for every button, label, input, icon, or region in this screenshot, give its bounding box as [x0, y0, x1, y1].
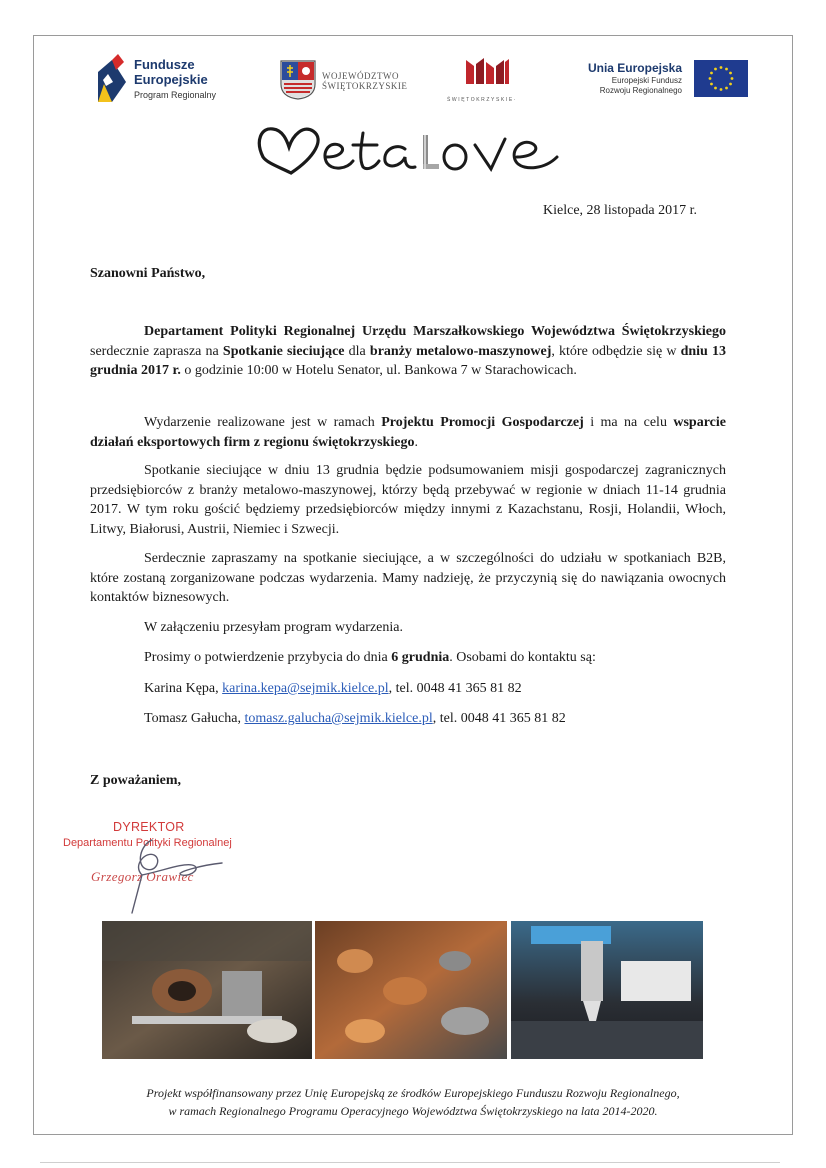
contact-row — [144, 681, 522, 697]
p3-text: Spotkanie sieciujące w dniu 13 grudnia będzie podsumowaniem misji gospodarczej zagranicznych przedsiębiorców z branży metalowo-maszynowej, którzy będą przebywać w regionie w dniach 11-14 grudnia 2017. W tym roku gościć będziemy przedsiębiorców między innymi z Kazachstanu, Rosji, Holandii, Włoch, Litwy, Białorusi, Austrii, Niemiec i Szwecji. — [90, 463, 726, 537]
p2-bold-goal: wsparcie działań eksportowych firm z regionu świętokrzyskiego — [90, 415, 726, 450]
l2-bold-deadline: 6 grudnia — [391, 650, 450, 665]
p1-text-3: , które odbędzie się w — [551, 343, 681, 359]
p1-bold-date: dniu 13 grudnia 2017 r. — [90, 343, 726, 378]
eu-star-icon — [729, 72, 732, 75]
wojewodztwo-crest-icon — [280, 60, 316, 100]
confirmation-line — [144, 650, 596, 666]
eu-star-icon — [731, 77, 734, 80]
p1-text-2: dla — [344, 343, 370, 359]
footer-line1: Projekt współfinansowany przez Unię Europejską ze środków Europejskiego Funduszu Rozwoju Regionalnego, — [146, 1086, 680, 1100]
footer-cofinancing-note — [60, 1084, 766, 1120]
eu-star-icon — [709, 77, 712, 80]
attachment-line: W załączeniu przesyłam program wydarzenia. — [144, 620, 403, 635]
eu-star-icon — [710, 83, 713, 86]
photo-cnc-machine — [511, 921, 703, 1059]
contact-name: Karina Kępa, — [144, 681, 223, 696]
swietokrzyskie-brand-icon — [464, 56, 510, 86]
p1-text-4: o godzinie 10:00 w Hotelu Senator, ul. Bankowa 7 w Starachowicach. — [180, 363, 577, 378]
p4-text: Serdecznie zapraszamy na spotkanie sieciujące, a w szczególności do udziału w spotkaniach B2B, które zostaną zorganizowane podczas wydarzenia. Mamy nadzieję, że przyczynią się do nawiązania owocnych kontaktów biznesowych. — [90, 551, 726, 605]
swietokrzyskie-brand-text: ŚWIĘTOKRZYSKIE· — [447, 97, 518, 103]
fe-line3: Program Regionalny — [134, 90, 217, 100]
scan-edge-line — [40, 1162, 780, 1163]
contact-email-link[interactable]: karina.kepa@sejmik.kielce.pl — [222, 681, 389, 696]
photo-copper-components — [315, 921, 507, 1059]
signature-name: Grzegorz Orawiec — [91, 869, 194, 884]
eu-star-icon — [710, 72, 713, 75]
contact-name: Tomasz Gałucha, — [144, 711, 245, 726]
fundusze-europejskie-logo-icon — [98, 52, 126, 102]
paragraph-b2b — [90, 549, 726, 608]
ue-line3: Rozwoju Regionalnego — [599, 86, 682, 95]
fundusze-europejskie-logo-text — [134, 57, 216, 103]
ws-line2: ŚWIĘTOKRZYSKIE — [322, 81, 408, 91]
letter-date: Kielce, 28 listopada 2017 r. — [543, 203, 697, 218]
p1-bold-department: Departament Polityki Regionalnej Urzędu Marszałkowskiego Województwa Świętokrzyskiego — [144, 324, 726, 339]
metalove-brand-logo — [255, 117, 565, 179]
handwritten-signature — [112, 835, 232, 915]
eu-flag-icon — [694, 60, 748, 97]
contact-phone: , tel. 0048 41 365 81 82 — [388, 681, 522, 696]
signature-title: DYREKTOR — [113, 820, 185, 834]
p1-bold-event: Spotkanie sieciujące — [222, 343, 345, 359]
unia-europejska-logo-text — [560, 61, 682, 96]
ue-line1: Unia Europejska — [587, 61, 682, 75]
paragraph-invitation — [90, 322, 726, 381]
wojewodztwo-logo-text — [322, 71, 407, 91]
signature-department: Departamentu Polityki Regionalnej — [63, 837, 232, 849]
footer-line2: w ramach Regionalnego Programu Operacyjnego Województwa Świętokrzyskiego na lata 2014-2020. — [168, 1104, 658, 1118]
l2-text-2: . Osobami do kontaktu są: — [449, 650, 596, 665]
p1-bold-industry: branży metalowo-maszynowej — [369, 343, 552, 359]
p2-text-1: Wydarzenie realizowane jest w ramach — [144, 415, 382, 430]
paragraph-project — [90, 413, 726, 452]
eu-star-icon — [729, 83, 732, 86]
eu-star-icon — [720, 88, 723, 91]
p2-bold-project: Projektu Promocji Gospodarczej — [381, 415, 584, 430]
contact-row — [144, 711, 566, 727]
l2-text-1: Prosimy o potwierdzenie przybycia do dnia — [144, 650, 392, 665]
ue-line2: Europejski Fundusz — [611, 76, 682, 85]
fe-line1: Fundusze — [134, 57, 195, 72]
eu-star-icon — [714, 87, 717, 90]
p2-text-3: . — [414, 434, 418, 450]
contact-email-link[interactable]: tomasz.galucha@sejmik.kielce.pl — [244, 711, 433, 726]
p2-text-2: i ma na celu — [583, 415, 674, 430]
letter-closing: Z poważaniem, — [90, 773, 181, 788]
ws-line1: WOJEWÓDZTWO — [322, 71, 399, 81]
p1-text-1: serdecznie zaprasza na — [90, 343, 223, 359]
eu-star-icon — [720, 66, 723, 69]
fe-line2: Europejskie — [134, 72, 208, 87]
eu-star-icon — [725, 68, 728, 71]
eu-star-icon — [725, 87, 728, 90]
eu-star-icon — [714, 68, 717, 71]
contact-phone: , tel. 0048 41 365 81 82 — [432, 711, 566, 726]
paragraph-mission — [90, 461, 726, 539]
letter-greeting: Szanowni Państwo, — [90, 266, 206, 281]
photo-metal-parts — [102, 921, 312, 1059]
